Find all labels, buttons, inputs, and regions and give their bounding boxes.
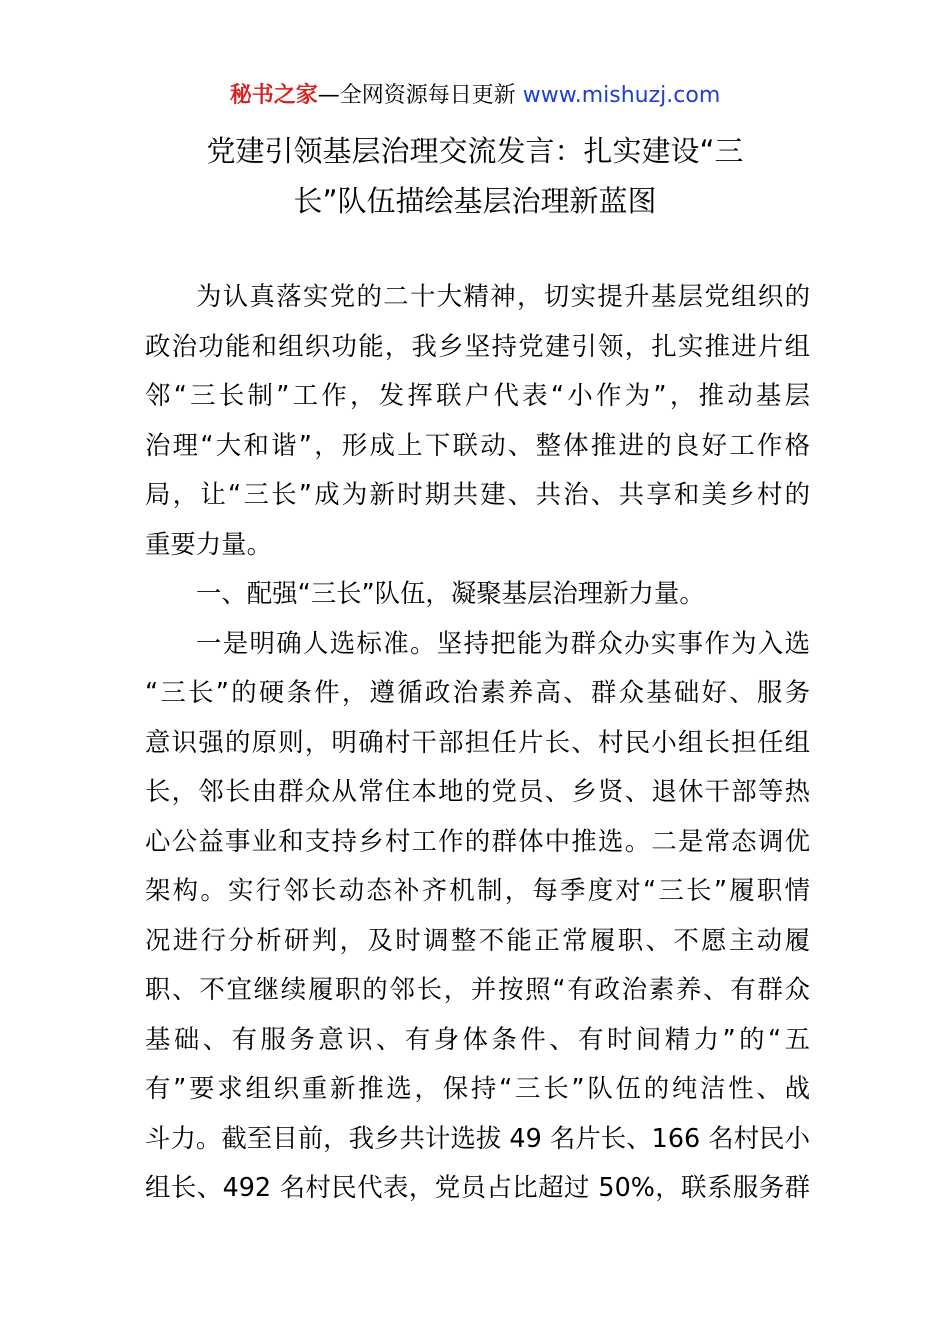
document-title [0, 126, 950, 226]
title-line-2: 长”队伍描绘基层治理新蓝图 [293, 184, 657, 218]
section-heading: 一、配强“三长”队伍，凝聚基层治理新力量。 [196, 578, 705, 608]
body-line: 治理“大和谐”，形成上下联动、整体推进的良好工作格 [145, 429, 810, 460]
title-line-1: 党建引领基层治理交流发言：扎实建设“三 [206, 134, 744, 168]
body-line: 组长、492 名村民代表，党员占比超过 50%，联系服务群 [145, 1172, 810, 1202]
brand-name: 秘书之家 [229, 83, 318, 108]
body-line: 况进行分析研判，及时调整不能正常履职、不愿主动履 [145, 924, 810, 955]
body-line: 政治功能和组织功能，我乡坚持党建引领，扎实推进片组 [145, 330, 810, 361]
body-line: 邻“三长制”工作，发挥联户代表“小作为”，推动基层 [145, 380, 810, 410]
body-line: 斗力。截至目前，我乡共计选拔 49 名片长、166 名村民小 [145, 1122, 810, 1153]
body-line: 一是明确人选标准。坚持把能为群众办实事作为入选 [196, 627, 810, 658]
body-line: 长，邻长由群众从常住本地的党员、乡贤、退休干部等热 [145, 776, 810, 806]
body-line: 为认真落实党的二十大精神，切实提升基层党组织的 [196, 281, 810, 311]
body-line: 基础、有服务意识、有身体条件、有时间精力”的“五 [145, 1023, 810, 1054]
site-header [0, 80, 950, 112]
body-line: 心公益事业和支持乡村工作的群体中推选。二是常态调优 [145, 825, 810, 856]
body-line: 意识强的原则，明确村干部担任片长、村民小组长担任组 [145, 726, 810, 757]
body-line: 局，让“三长”成为新时期共建、共治、共享和美乡村的 [145, 479, 810, 509]
header-tagline: —全网资源每日更新 [317, 83, 516, 108]
body-line: 职、不宜继续履职的邻长，并按照“有政治素养、有群众 [145, 974, 810, 1004]
body-line: 架构。实行邻长动态补齐机制，每季度对“三长”履职情 [145, 875, 810, 905]
body-line: “三长”的硬条件，遵循政治素养高、群众基础好、服务 [145, 677, 810, 707]
body-line: 重要力量。 [145, 528, 272, 559]
body-line: 有”要求组织重新推选，保持“三长”队伍的纯洁性、战 [145, 1073, 810, 1103]
site-url-link[interactable]: www.mishuzj.com [522, 83, 721, 108]
document-body [145, 272, 810, 1213]
